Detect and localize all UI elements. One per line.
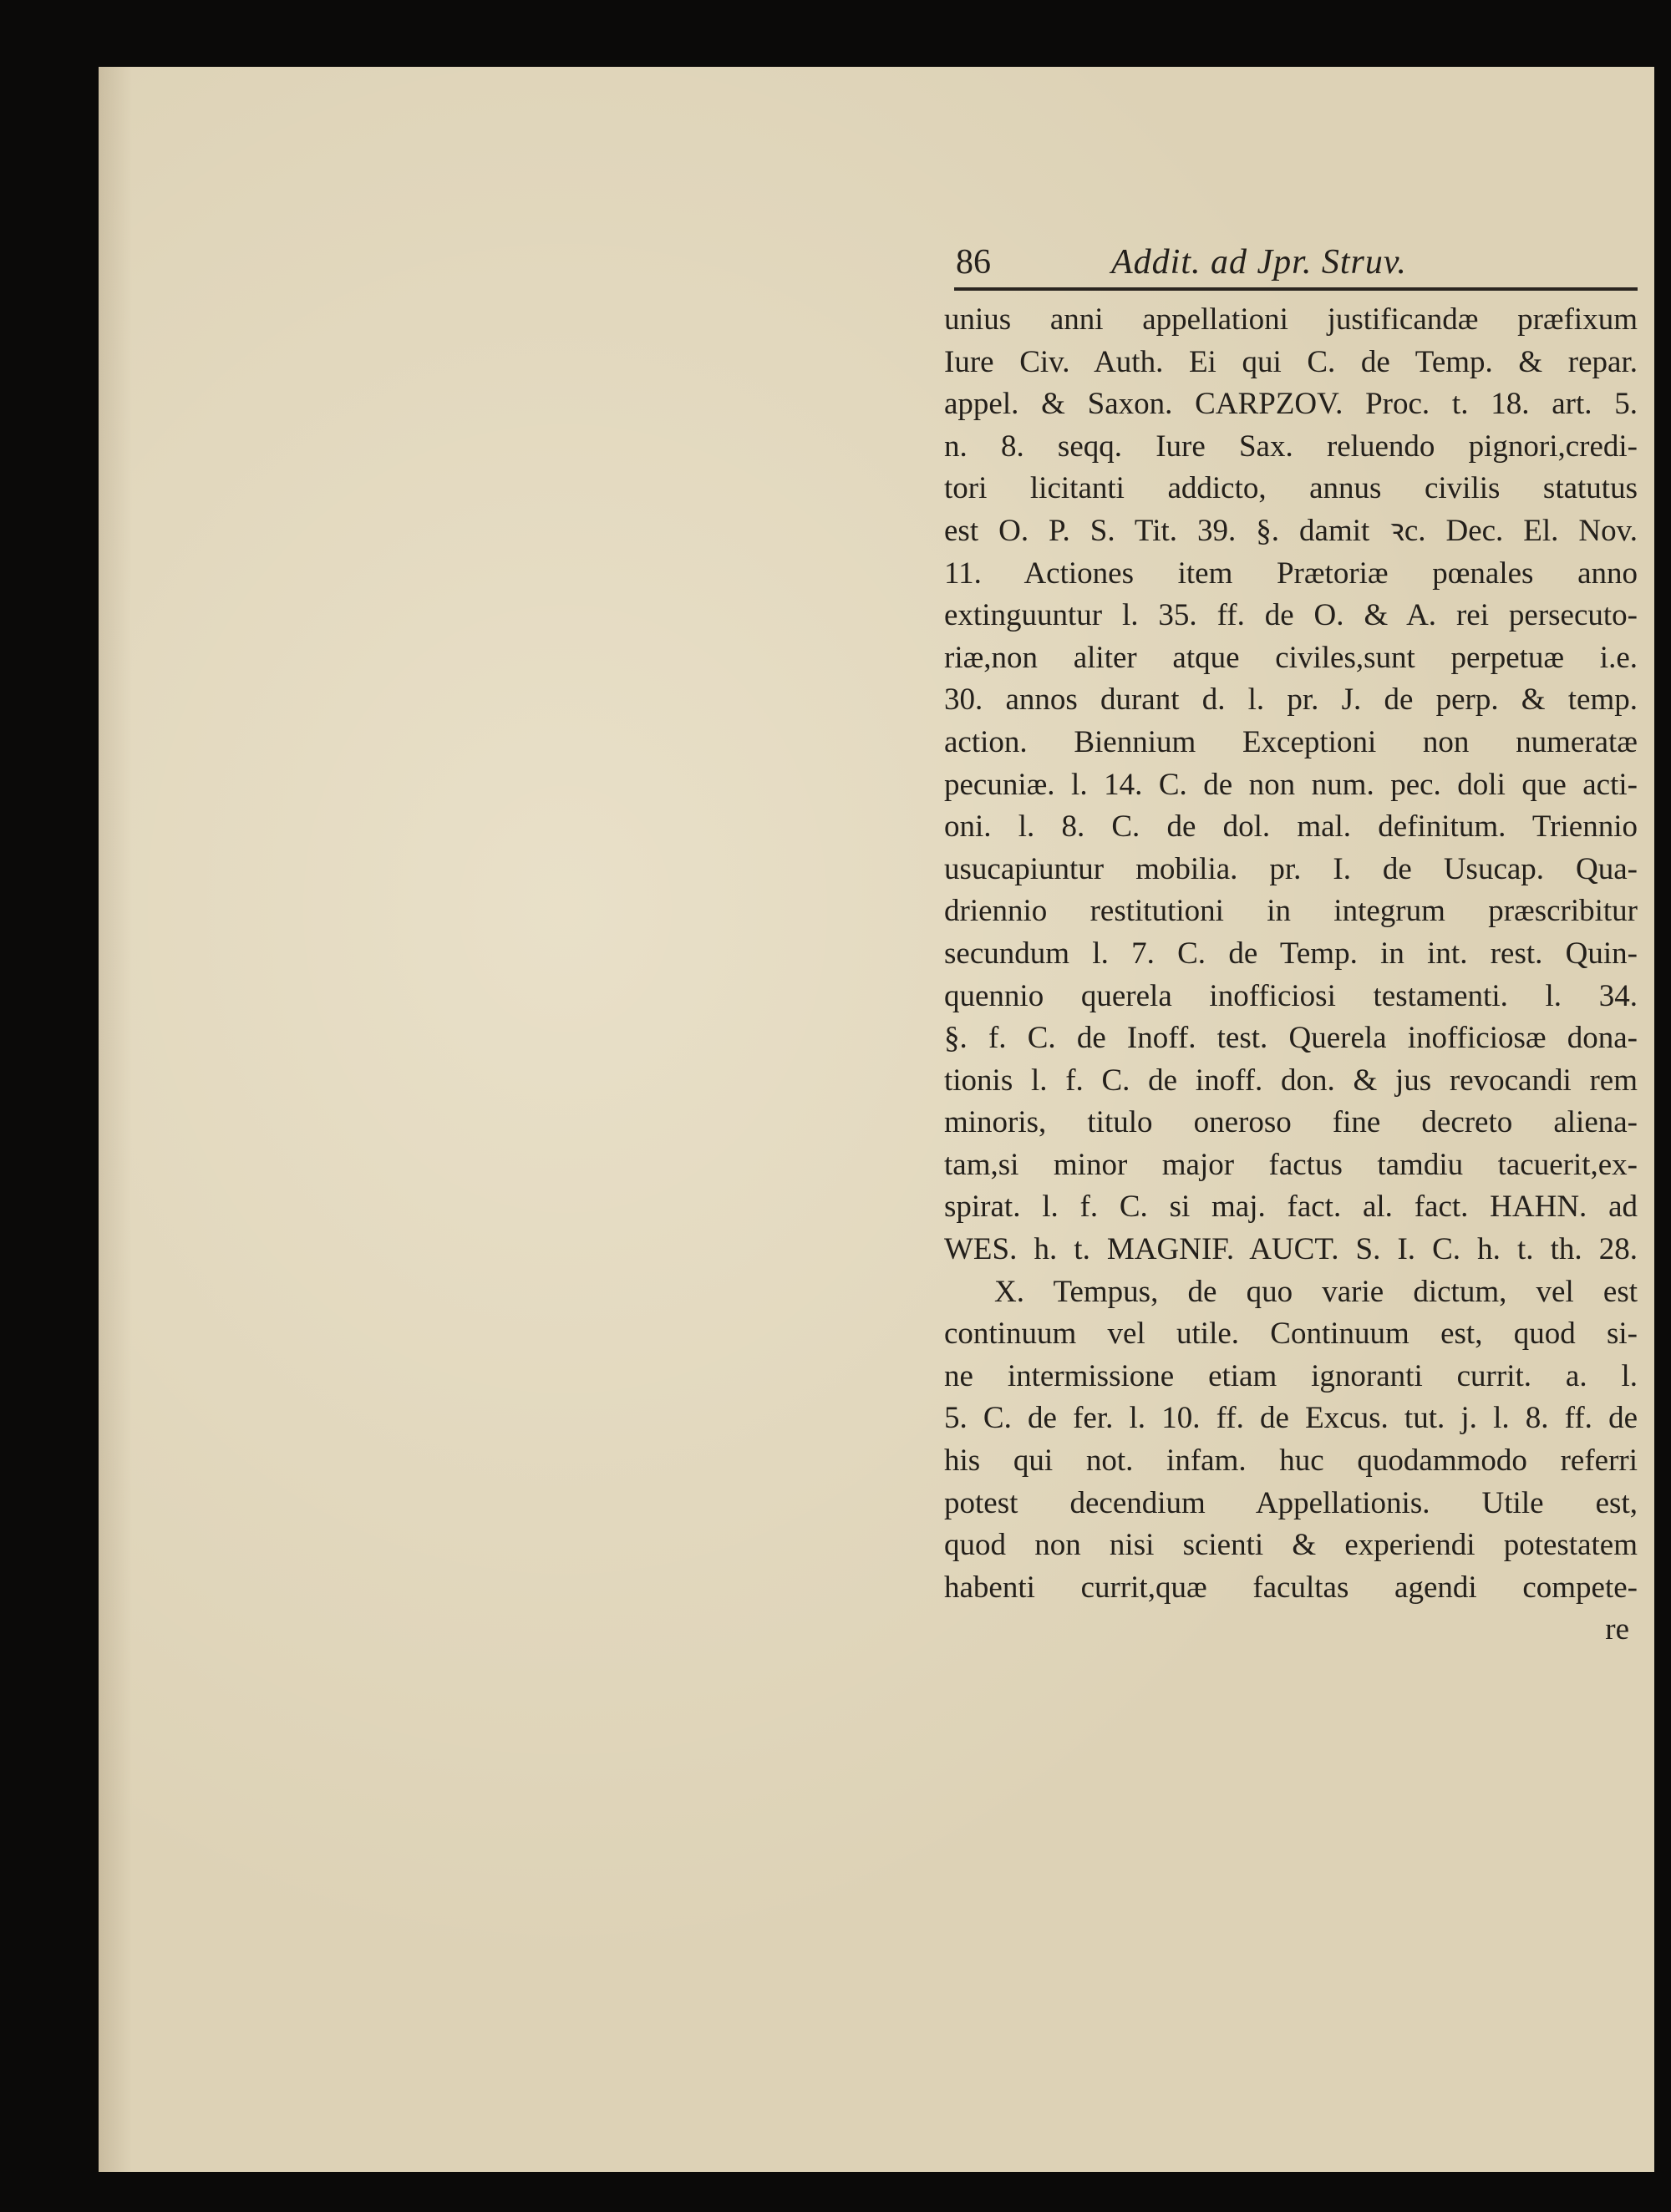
- text-line: Iure Civ. Auth. Ei qui C. de Temp. & repar.: [944, 344, 1638, 379]
- text-line: usucapiuntur mobilia. pr. I. de Usucap. Qua-: [944, 851, 1638, 886]
- text-line: quod non nisi scienti & experiendi potestatem: [944, 1528, 1638, 1563]
- text-line: secundum l. 7. C. de Temp. in int. rest. Quin-: [944, 936, 1638, 971]
- text-line: his qui not. infam. huc quodammodo referri: [944, 1443, 1638, 1479]
- text-line: tori licitanti addicto, annus civilis statutus: [944, 471, 1638, 506]
- text-line: habenti currit,quæ facultas agendi compete-: [944, 1570, 1638, 1605]
- text-line: minoris, titulo oneroso fine decreto aliena-: [944, 1105, 1638, 1140]
- header-rule: [954, 287, 1638, 291]
- text-line: n. 8. seqq. Iure Sax. reluendo pignori,credi-: [944, 429, 1638, 464]
- text-line: 5. C. de fer. l. 10. ff. de Excus. tut. j. l. 8. ff. de: [944, 1401, 1638, 1436]
- text-line: spirat. l. f. C. si maj. fact. al. fact. HAHN. ad: [944, 1190, 1638, 1225]
- page-header: [944, 236, 1638, 287]
- text-line: 11. Actiones item Prætoriæ pœnales anno: [944, 556, 1638, 591]
- text-line: oni. l. 8. C. de dol. mal. definitum. Triennio: [944, 809, 1638, 845]
- text-line: action. Biennium Exceptioni non numeratæ: [944, 724, 1638, 759]
- page-number: 86: [956, 243, 991, 282]
- catchword: re: [1605, 1612, 1629, 1647]
- running-head: Addit. ad Jpr. Struv.: [1111, 243, 1407, 282]
- text-block: [944, 236, 1638, 1651]
- text-line: quennio querela inofficiosi testamenti. l. 34.: [944, 978, 1638, 1013]
- text-line: continuum vel utile. Continuum est, quod si-: [944, 1317, 1638, 1352]
- text-line: riæ,non aliter atque civiles,sunt perpetuæ i.e.: [944, 640, 1638, 675]
- text-line: appel. & Saxon. CARPZOV. Proc. t. 18. art. 5.: [944, 387, 1638, 422]
- text-line: driennio restitutioni in integrum præscribitur: [944, 894, 1638, 929]
- text-line: unius anni appellationi justificandæ præfixum: [944, 302, 1638, 337]
- text-line: 30. annos durant d. l. pr. J. de perp. & temp.: [944, 682, 1638, 718]
- text-line: potest decendium Appellationis. Utile est,: [944, 1485, 1638, 1520]
- text-line: X. Tempus, de quo varie dictum, vel est: [994, 1274, 1638, 1309]
- text-line: §. f. C. de Inoff. test. Querela inofficiosæ dona-: [944, 1021, 1638, 1056]
- text-line: extinguuntur l. 35. ff. de O. & A. rei persecuto-: [944, 598, 1638, 633]
- text-line: pecuniæ. l. 14. C. de non num. pec. doli que acti-: [944, 767, 1638, 802]
- text-line: tam,si minor major factus tamdiu tacuerit,ex-: [944, 1147, 1638, 1182]
- text-line: est O. P. S. Tit. 39. §. damit ꝛc. Dec. El. Nov.: [944, 513, 1638, 548]
- text-line: WES. h. t. MAGNIF. AUCT. S. I. C. h. t. th. 28.: [944, 1232, 1638, 1267]
- text-line: ne intermissione etiam ignoranti currit. a. l.: [944, 1358, 1638, 1393]
- text-line: tionis l. f. C. de inoff. don. & jus revocandi rem: [944, 1063, 1638, 1098]
